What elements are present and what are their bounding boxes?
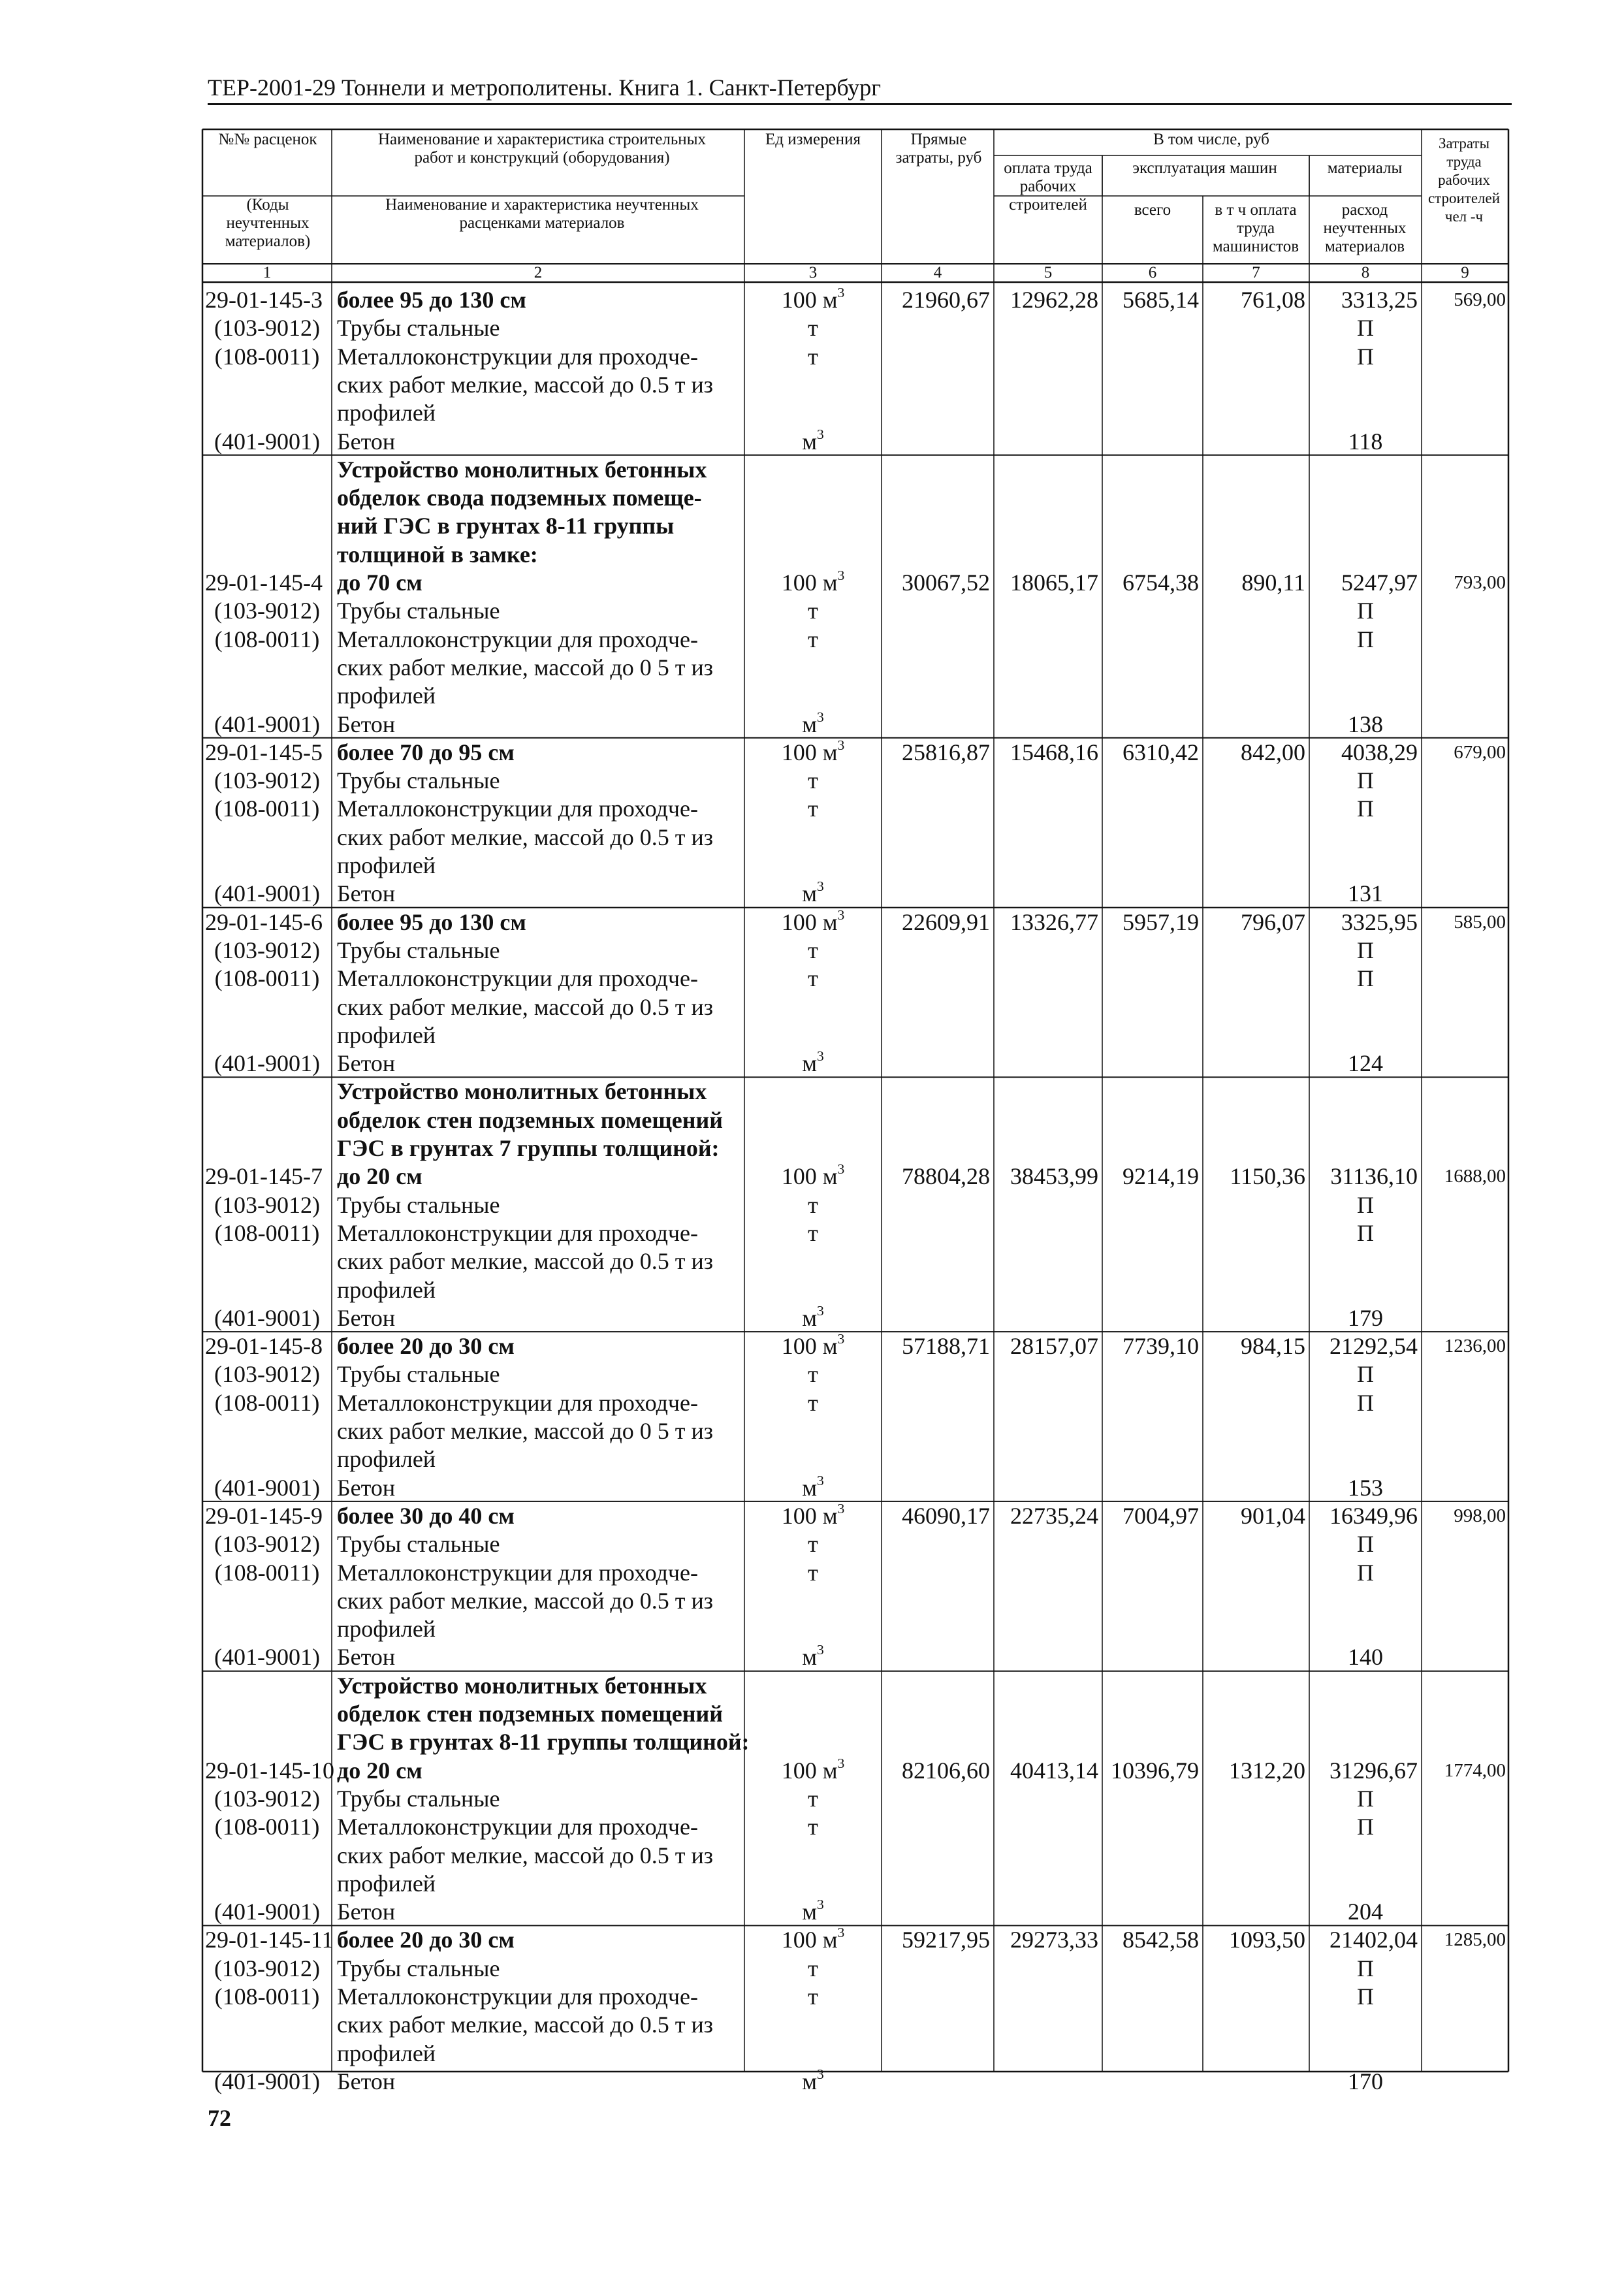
material-qty: 204 (1348, 1899, 1383, 1925)
labor-hours: 793,00 (1454, 572, 1506, 593)
direct-cost: 57188,71 (902, 1333, 990, 1360)
labor-pay: 40413,14 (1010, 1757, 1098, 1784)
material-code: (108-0011) (214, 626, 320, 652)
material-qty: П (1357, 598, 1374, 624)
labor-hours: 1236,00 (1444, 1336, 1506, 1357)
work-title: более 95 до 130 см (337, 287, 526, 313)
material-code: (103-9012) (214, 1361, 320, 1388)
material-qty: 138 (1348, 711, 1383, 737)
material-code: (108-0011) (214, 1983, 320, 2010)
material-code: (103-9012) (214, 1191, 320, 1218)
header-code: №№ расценок (218, 131, 317, 148)
material-name: Металлоконструкции для проходче- (337, 1814, 698, 1840)
unit: $м^3$ (802, 1642, 824, 1671)
material-name: Трубы стальные (337, 315, 500, 342)
materials-cost: 31136,10 (1330, 1163, 1418, 1190)
material-name: ских работ мелкие, массой до 0.5 т из (337, 1842, 714, 1868)
unit: 100 $м^3$ (781, 1161, 845, 1190)
material-qty: П (1357, 1814, 1374, 1840)
unit: $м^3$ (802, 1302, 824, 1331)
labor-pay: 29273,33 (1010, 1927, 1098, 1953)
header-machines-total: всего (1134, 201, 1171, 219)
rate-code: 29-01-145-8 (205, 1333, 323, 1360)
materials-cost: 3313,25 (1341, 287, 1418, 313)
material-name: профилей (337, 1021, 436, 1048)
work-title: более 20 до 30 см (337, 1333, 515, 1360)
material-name: Металлоконструкции для проходче- (337, 626, 698, 652)
materials-cost: 21292,54 (1329, 1333, 1418, 1360)
material-qty: П (1357, 626, 1374, 652)
material-name: ских работ мелкие, массой до 0.5 т из (337, 824, 714, 850)
machine-cost: 6754,38 (1122, 569, 1199, 596)
material-name: профилей (337, 682, 436, 709)
unit: 100 $м^3$ (781, 284, 845, 313)
column-number: 9 (1461, 264, 1469, 281)
direct-cost: 59217,95 (902, 1927, 990, 1953)
material-code: (103-9012) (214, 1785, 320, 1812)
page-header: ТЕР-2001-29 Тоннели и метрополитены. Книга 1. Санкт-Петербург (208, 74, 882, 101)
material-name: Металлоконструкции для проходче- (337, 1559, 698, 1586)
material-code: (108-0011) (214, 965, 320, 992)
material-qty: П (1357, 1219, 1374, 1246)
labor-pay: 18065,17 (1010, 569, 1098, 596)
material-name: Металлоконструкции для проходче- (337, 343, 698, 370)
header-labor-cost: Затраты труда рабочих строителей чел -ч (1427, 135, 1501, 225)
column-number: 5 (1043, 264, 1053, 281)
labor-pay: 38453,99 (1010, 1163, 1098, 1190)
work-title: до 70 см (337, 569, 422, 596)
section-title: обделок стен подземных помещений (337, 1106, 723, 1133)
material-code: (401-9001) (214, 2068, 320, 2094)
rate-code: 29-01-145-10 (205, 1757, 334, 1784)
unit: т (808, 965, 818, 992)
machine-labor: 890,11 (1241, 569, 1305, 596)
labor-hours: 1774,00 (1444, 1759, 1506, 1781)
header-materials: материалы (1327, 159, 1403, 177)
material-qty: П (1357, 1983, 1374, 2010)
machine-labor: 842,00 (1241, 739, 1305, 765)
section-title: обделок свода подземных помеще- (337, 485, 702, 511)
unit: $м^3$ (802, 1472, 824, 1501)
section-title: Устройство монолитных бетонных (337, 1672, 707, 1699)
machine-labor: 901,04 (1241, 1502, 1305, 1529)
material-name: Бетон (337, 1304, 396, 1331)
unit: $м^3$ (802, 1048, 824, 1077)
unit: т (808, 767, 818, 794)
materials-cost: 5247,97 (1341, 569, 1418, 596)
header-machines: эксплуатация машин (1132, 159, 1277, 177)
direct-cost: 25816,87 (902, 739, 990, 765)
header-name-alt: Наименование и характеристика неучтенных расценками материалов (385, 196, 699, 232)
material-name: ских работ мелкие, массой до 0.5 т из (337, 2012, 714, 2038)
material-qty: П (1357, 1191, 1374, 1218)
material-name: профилей (337, 2040, 436, 2066)
labor-hours: 569,00 (1454, 289, 1506, 310)
materials-cost: 4038,29 (1341, 739, 1418, 765)
work-title: до 20 см (337, 1757, 422, 1784)
unit: 100 $м^3$ (781, 1500, 845, 1529)
material-qty: П (1357, 1531, 1374, 1558)
unit: т (808, 1361, 818, 1388)
direct-cost: 46090,17 (902, 1502, 990, 1529)
material-name: Бетон (337, 2068, 396, 2094)
direct-cost: 30067,52 (902, 569, 990, 596)
materials-cost: 31296,67 (1329, 1757, 1418, 1784)
machine-labor: 761,08 (1241, 287, 1305, 313)
material-name: ских работ мелкие, массой до 0 5 т из (337, 654, 714, 681)
unit: 100 $м^3$ (781, 1755, 845, 1784)
section-title: ГЭС в грунтах 7 группы толщиной: (337, 1135, 720, 1161)
unit: $м^3$ (802, 2066, 824, 2094)
material-qty: 140 (1348, 1644, 1383, 1671)
material-code: (103-9012) (214, 1955, 320, 1981)
material-qty: П (1357, 965, 1374, 992)
header-unit: Ед измерения (765, 131, 861, 148)
unit: 100 $м^3$ (781, 1330, 845, 1360)
material-code: (108-0011) (214, 795, 320, 822)
material-qty: П (1357, 1955, 1374, 1981)
section-title: толщиной в замке: (337, 541, 538, 568)
labor-pay: 28157,07 (1010, 1333, 1098, 1360)
material-name: Бетон (337, 1644, 396, 1671)
material-code: (103-9012) (214, 767, 320, 794)
material-code: (108-0011) (214, 343, 320, 370)
unit: т (808, 1983, 818, 2010)
unit: $м^3$ (802, 1896, 824, 1925)
section-title: ГЭС в грунтах 8-11 группы толщиной: (337, 1729, 750, 1756)
column-number: 8 (1361, 264, 1370, 281)
material-name: профилей (337, 1446, 436, 1473)
material-code: (103-9012) (214, 1531, 320, 1558)
header-direct: Прямые затраты, руб (895, 131, 982, 167)
direct-cost: 21960,67 (902, 287, 990, 313)
rate-code: 29-01-145-3 (205, 287, 323, 313)
material-code: (401-9001) (214, 1050, 320, 1077)
material-name: профилей (337, 400, 436, 426)
direct-cost: 22609,91 (902, 908, 990, 935)
column-number: 6 (1148, 264, 1157, 281)
material-name: Бетон (337, 880, 396, 907)
material-name: ских работ мелкие, массой до 0 5 т из (337, 1418, 714, 1444)
material-code: (103-9012) (214, 598, 320, 624)
machine-cost: 8542,58 (1122, 1927, 1199, 1953)
work-title: более 30 до 40 см (337, 1502, 515, 1529)
material-code: (401-9001) (214, 1644, 320, 1671)
material-qty: 124 (1348, 1050, 1383, 1077)
column-number: 1 (263, 264, 272, 281)
machine-cost: 9214,19 (1122, 1163, 1199, 1190)
labor-pay: 15468,16 (1010, 739, 1098, 765)
unit: т (808, 343, 818, 370)
column-number: 7 (1252, 264, 1260, 281)
unit: $м^3$ (802, 426, 824, 455)
material-qty: П (1357, 343, 1374, 370)
materials-cost: 3325,95 (1341, 908, 1418, 935)
material-code: (103-9012) (214, 315, 320, 342)
page-number: 72 (208, 2105, 231, 2131)
material-code: (401-9001) (214, 428, 320, 455)
material-code: (401-9001) (214, 1304, 320, 1331)
material-qty: П (1357, 767, 1374, 794)
material-name: Металлоконструкции для проходче- (337, 1219, 698, 1246)
section-title: ний ГЭС в грунтах 8-11 группы (337, 513, 675, 539)
material-name: Трубы стальные (337, 937, 500, 963)
unit: т (808, 1191, 818, 1218)
unit: т (808, 1955, 818, 1981)
material-qty: 153 (1348, 1474, 1383, 1501)
unit: т (808, 937, 818, 963)
material-qty: П (1357, 1559, 1374, 1586)
machine-labor: 1312,20 (1229, 1757, 1305, 1784)
material-qty: П (1357, 795, 1374, 822)
material-name: Трубы стальные (337, 1955, 500, 1981)
material-name: профилей (337, 1276, 436, 1303)
unit: 100 $м^3$ (781, 737, 845, 765)
material-name: Металлоконструкции для проходче- (337, 795, 698, 822)
material-qty: 179 (1348, 1304, 1383, 1331)
header-machines-labor: в т ч оплата труда машинистов (1212, 201, 1299, 255)
rate-code: 29-01-145-11 (205, 1927, 334, 1953)
labor-pay: 22735,24 (1010, 1502, 1098, 1529)
material-name: ских работ мелкие, массой до 0.5 т из (337, 371, 714, 398)
material-name: Металлоконструкции для проходче- (337, 965, 698, 992)
section-title: Устройство монолитных бетонных (337, 1078, 707, 1105)
unit: т (808, 1389, 818, 1416)
material-qty: 170 (1348, 2068, 1383, 2094)
rate-code: 29-01-145-6 (205, 908, 323, 935)
machine-cost: 7004,97 (1122, 1502, 1199, 1529)
unit: 100 $м^3$ (781, 906, 845, 935)
material-qty: 118 (1348, 428, 1383, 455)
labor-hours: 679,00 (1454, 741, 1506, 763)
machine-cost: 6310,42 (1122, 739, 1199, 765)
machine-labor: 1093,50 (1229, 1927, 1305, 1953)
material-code: (108-0011) (214, 1814, 320, 1840)
material-name: Трубы стальные (337, 1785, 500, 1812)
materials-cost: 16349,96 (1329, 1502, 1418, 1529)
material-name: Трубы стальные (337, 767, 500, 794)
material-name: Бетон (337, 428, 396, 455)
material-qty: П (1357, 315, 1374, 342)
material-name: профилей (337, 852, 436, 878)
material-name: профилей (337, 1870, 436, 1897)
material-name: Трубы стальные (337, 1361, 500, 1388)
material-code: (401-9001) (214, 711, 320, 737)
material-name: Трубы стальные (337, 1191, 500, 1218)
material-code: (401-9001) (214, 1474, 320, 1501)
direct-cost: 82106,60 (902, 1757, 990, 1784)
unit: 100 $м^3$ (781, 567, 845, 596)
material-name: ских работ мелкие, массой до 0.5 т из (337, 993, 714, 1020)
unit: $м^3$ (802, 878, 824, 907)
material-name: Бетон (337, 1899, 396, 1925)
machine-cost: 5685,14 (1122, 287, 1199, 313)
header-incl: В том числе, руб (1153, 131, 1269, 148)
material-name: Трубы стальные (337, 1531, 500, 1558)
material-name: Трубы стальные (337, 598, 500, 624)
header-materials-alt: расход неучтенных материалов (1323, 201, 1407, 255)
machine-cost: 5957,19 (1122, 908, 1199, 935)
material-name: Бетон (337, 1474, 396, 1501)
rate-code: 29-01-145-7 (205, 1163, 323, 1190)
labor-pay: 12962,28 (1010, 287, 1098, 313)
material-qty: П (1357, 1361, 1374, 1388)
material-code: (401-9001) (214, 1899, 320, 1925)
work-title: более 70 до 95 см (337, 739, 515, 765)
labor-hours: 1688,00 (1444, 1166, 1506, 1187)
material-code: (401-9001) (214, 880, 320, 907)
material-qty: П (1357, 1389, 1374, 1416)
rate-code: 29-01-145-9 (205, 1502, 323, 1529)
material-name: ских работ мелкие, массой до 0.5 т из (337, 1248, 714, 1275)
unit: т (808, 1814, 818, 1840)
material-code: (108-0011) (214, 1219, 320, 1246)
work-title: до 20 см (337, 1163, 422, 1190)
material-qty: П (1357, 1785, 1374, 1812)
work-title: более 20 до 30 см (337, 1927, 515, 1953)
materials-cost: 21402,04 (1329, 1927, 1418, 1953)
unit: 100 $м^3$ (781, 1925, 845, 1953)
material-code: (108-0011) (214, 1559, 320, 1586)
material-name: Металлоконструкции для проходче- (337, 1389, 698, 1416)
rate-code: 29-01-145-4 (205, 569, 323, 596)
unit: т (808, 1559, 818, 1586)
header-rule (208, 103, 1512, 105)
unit: т (808, 626, 818, 652)
unit: т (808, 598, 818, 624)
unit: т (808, 1531, 818, 1558)
material-code: (108-0011) (214, 1389, 320, 1416)
machine-labor: 796,07 (1241, 908, 1305, 935)
unit: т (808, 1785, 818, 1812)
unit: т (808, 315, 818, 342)
unit: т (808, 795, 818, 822)
column-number: 3 (808, 264, 818, 281)
unit: т (808, 1219, 818, 1246)
labor-hours: 585,00 (1454, 911, 1506, 933)
material-code: (103-9012) (214, 937, 320, 963)
work-title: более 95 до 130 см (337, 908, 526, 935)
column-number: 4 (933, 264, 942, 281)
material-name: профилей (337, 1616, 436, 1643)
unit: $м^3$ (802, 709, 824, 737)
machine-cost: 7739,10 (1122, 1333, 1199, 1360)
material-qty: П (1357, 937, 1374, 963)
section-title: обделок стен подземных помещений (337, 1701, 723, 1727)
labor-hours: 998,00 (1454, 1505, 1506, 1526)
direct-cost: 78804,28 (902, 1163, 990, 1190)
header-name: Наименование и характеристика строительных работ и конструкций (оборудования) (377, 131, 706, 167)
material-name: ских работ мелкие, массой до 0.5 т из (337, 1587, 714, 1614)
header-labor-pay: оплата труда рабочих строителей (1004, 159, 1092, 214)
column-number: 2 (533, 264, 543, 281)
machine-labor: 1150,36 (1230, 1163, 1305, 1190)
rate-code: 29-01-145-5 (205, 739, 323, 765)
labor-pay: 13326,77 (1010, 908, 1098, 935)
labor-hours: 1285,00 (1444, 1929, 1506, 1951)
section-title: Устройство монолитных бетонных (337, 456, 707, 483)
material-qty: 131 (1348, 880, 1383, 907)
header-code-alt: (Коды неучтенных материалов) (225, 196, 311, 250)
machine-cost: 10396,79 (1111, 1757, 1199, 1784)
material-name: Бетон (337, 711, 396, 737)
machine-labor: 984,15 (1241, 1333, 1305, 1360)
material-name: Бетон (337, 1050, 396, 1077)
material-name: Металлоконструкции для проходче- (337, 1983, 698, 2010)
